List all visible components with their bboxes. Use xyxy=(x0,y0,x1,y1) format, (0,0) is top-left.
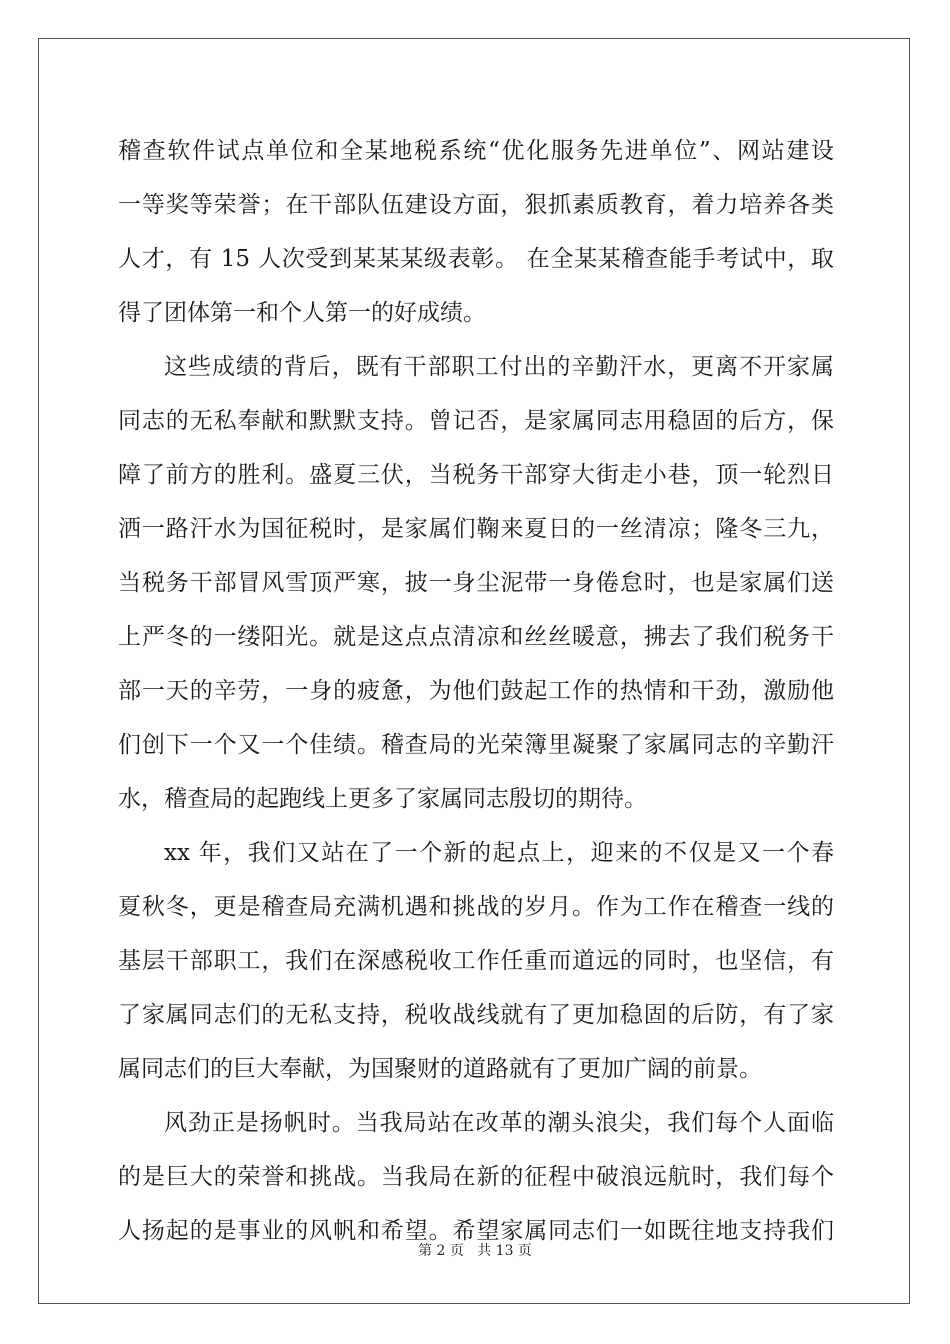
text-line: 人才，有 15 人次受到某某某级表彰。 在全某某稽查能手考试中，取 xyxy=(118,246,834,272)
text-line: 同志的无私奉献和默默支持。曾记否，是家属同志用稳固的后方，保 xyxy=(118,408,834,434)
text-line: 洒一路汗水为国征税时，是家属们鞠来夏日的一丝清凉；隆冬三九， xyxy=(118,516,834,542)
text-line: 当税务干部冒风雪顶严寒，披一身尘泥带一身倦怠时，也是家属们送 xyxy=(118,570,834,596)
text-line: 风劲正是扬帆时。当我局站在改革的潮头浪尖，我们每个人面临 xyxy=(164,1110,834,1136)
text-line: 得了团体第一和个人第一的好成绩。 xyxy=(118,300,486,326)
text-line: 们创下一个又一个佳绩。稽查局的光荣簿里凝聚了家属同志的辛勤汗 xyxy=(118,732,834,758)
document-body xyxy=(118,128,834,1262)
text-line: 稽查软件试点单位和全某地税系统“优化服务先进单位”、网站建设 xyxy=(118,138,834,164)
text-line: 属同志们的巨大奉献，为国聚财的道路就有了更加广阔的前景。 xyxy=(118,1056,762,1082)
text-line: 人扬起的是事业的风帆和希望。希望家属同志们一如既往地支持我们 xyxy=(118,1218,834,1244)
text-line: 基层干部职工，我们在深感税收工作任重而道远的同时，也坚信，有 xyxy=(118,948,834,974)
page-footer: 第 2 页 共 13 页 xyxy=(418,1243,532,1259)
text-line: 夏秋冬，更是稽查局充满机遇和挑战的岁月。作为工作在稽查一线的 xyxy=(118,894,834,920)
text-line: 部一天的辛劳，一身的疲惫，为他们鼓起工作的热情和干劲，激励他 xyxy=(118,678,834,704)
text-line: xx 年，我们又站在了一个新的起点上，迎来的不仅是又一个春 xyxy=(164,840,834,866)
text-line: 的是巨大的荣誉和挑战。当我局在新的征程中破浪远航时，我们每个 xyxy=(118,1164,834,1190)
text-line: 一等奖等荣誉；在干部队伍建设方面，狠抓素质教育，着力培养各类 xyxy=(118,192,834,218)
text-line: 了家属同志们的无私支持，税收战线就有了更加稳固的后防，有了家 xyxy=(118,1002,834,1028)
text-line: 这些成绩的背后，既有干部职工付出的辛勤汗水，更离不开家属 xyxy=(164,354,834,380)
text-line: 上严冬的一缕阳光。就是这点点清凉和丝丝暖意，拂去了我们税务干 xyxy=(118,624,834,650)
text-line: 障了前方的胜利。盛夏三伏，当税务干部穿大街走小巷，顶一轮烈日 xyxy=(118,462,834,488)
text-line: 水，稽查局的起跑线上更多了家属同志殷切的期待。 xyxy=(118,786,647,812)
